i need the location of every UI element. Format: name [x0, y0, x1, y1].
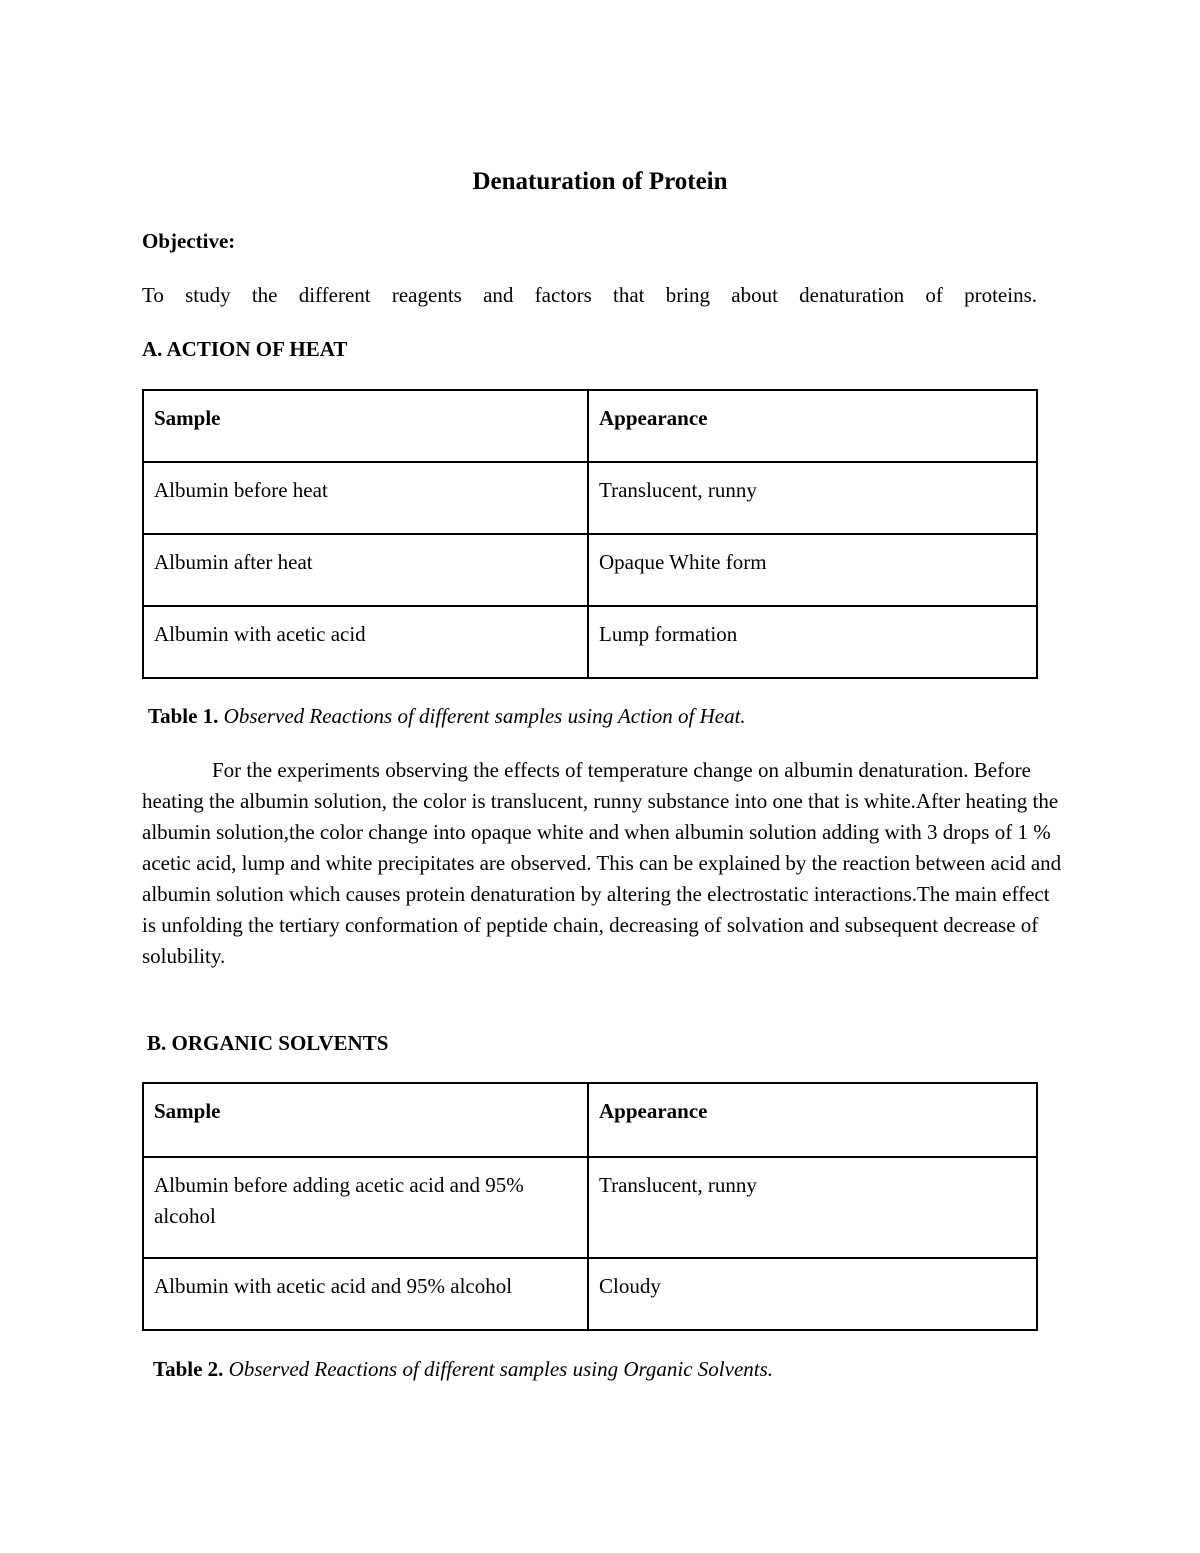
table-row — [143, 1258, 1037, 1330]
cell-sample: Albumin before adding acetic acid and 95% alcohol — [143, 1157, 588, 1258]
table-header-row — [143, 390, 1037, 462]
discussion-paragraph: For the experiments observing the effects of temperature change on albumin denaturation. Before heating the albumin solution, the color is translucent, runny substance into one that is white.After heating the albumin solution,the color change into opaque white and when albumin solution adding with 3 drops of 1 % acetic acid, lump and white precipitates are observed. This can be explained by the reaction between acid and albumin solution which causes protein denaturation by altering the electrostatic interactions.The main effect is unfolding the tertiary conformation of peptide chain, decreasing of solvation and subsequent decrease of solubility. — [142, 758, 1062, 968]
caption-label: Table 2. — [153, 1357, 224, 1381]
table-row — [143, 534, 1037, 606]
objective-text: To study the different reagents and factors that bring about denaturation of proteins. — [142, 283, 1037, 307]
table-header-row — [143, 1083, 1037, 1157]
cell-sample: Albumin with acetic acid and 95% alcohol — [143, 1258, 588, 1330]
caption-text: Observed Reactions of different samples using Organic Solvents. — [228, 1357, 774, 1381]
cell-sample: Albumin with acetic acid — [143, 606, 588, 678]
header-sample: Sample — [143, 390, 588, 462]
section-a-heading: A. ACTION OF HEAT — [142, 337, 348, 361]
objective-label: Objective: — [142, 229, 236, 253]
table-organic-solvents — [142, 1082, 1038, 1331]
table-1-caption — [148, 702, 746, 730]
cell-sample: Albumin before heat — [143, 462, 588, 534]
table-action-of-heat — [142, 389, 1038, 679]
page-title: Denaturation of Protein — [472, 168, 728, 195]
header-sample: Sample — [143, 1083, 588, 1157]
cell-appearance: Opaque White form — [588, 534, 1037, 606]
cell-appearance: Translucent, runny — [588, 462, 1037, 534]
caption-label: Table 1. — [148, 704, 219, 728]
caption-text: Observed Reactions of different samples using Action of Heat. — [223, 704, 746, 728]
section-b-heading: B. ORGANIC SOLVENTS — [147, 1031, 389, 1055]
table-2-caption — [153, 1355, 773, 1383]
cell-appearance: Cloudy — [588, 1258, 1037, 1330]
table-row — [143, 462, 1037, 534]
header-appearance: Appearance — [588, 1083, 1037, 1157]
table-row — [143, 606, 1037, 678]
cell-appearance: Translucent, runny — [588, 1157, 1037, 1258]
cell-sample: Albumin after heat — [143, 534, 588, 606]
header-appearance: Appearance — [588, 390, 1037, 462]
cell-appearance: Lump formation — [588, 606, 1037, 678]
table-row — [143, 1157, 1037, 1258]
